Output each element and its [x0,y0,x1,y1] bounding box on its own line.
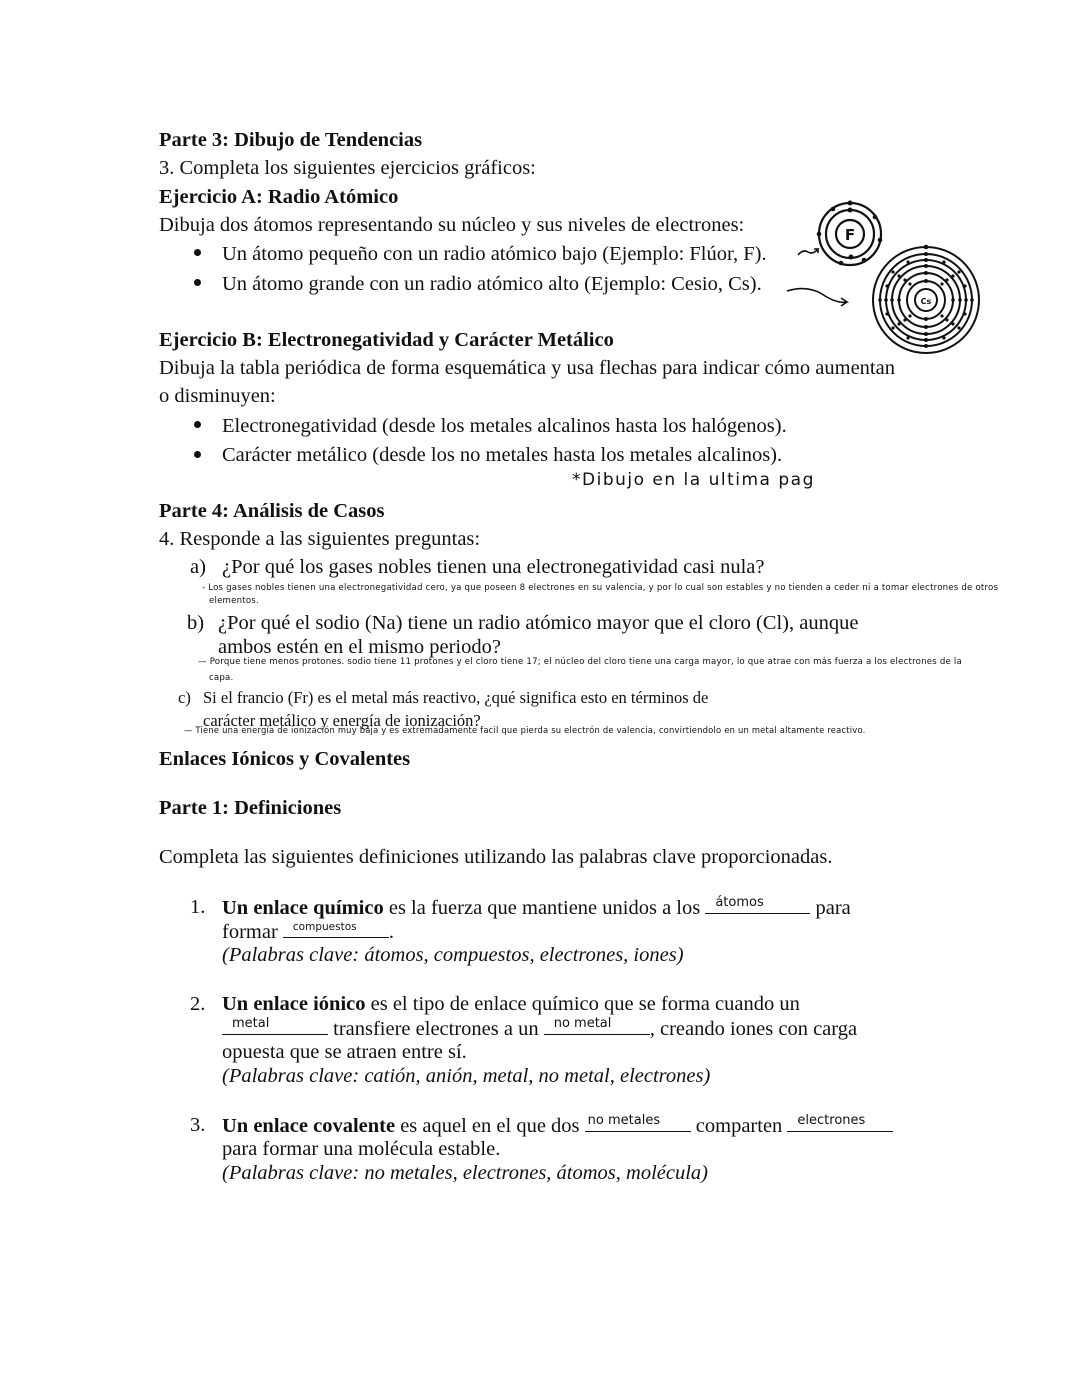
definition-2-line2 [222,1016,857,1041]
answer-c-line1: — Tiene una energía de ionización muy baja y es extremadamente facil que pierda su electrón de valencia, convirtiendolo en un metal altamente reactivo. [184,725,866,735]
definition-3-keywords: (Palabras clave: no metales, electrones, átomos, molécula) [222,1162,708,1184]
definition-3-term: Un enlace covalente [222,1115,396,1137]
question-c-text-line2: carácter metálico y energía de ionización? [203,711,481,730]
answer-b-line2: capa. [209,673,234,683]
definition-2-text: transfiere electrones a un [328,1018,544,1040]
exercise-b-title: Ejercicio B: Electronegatividad y Carácter Metálico [159,329,614,351]
question-b-text-line2: ambos estén en el mismo periodo? [218,636,501,658]
definition-3-text: es aquel en el que dos [395,1115,585,1137]
svg-text:Cs: Cs [920,297,932,306]
bullet-icon [194,421,201,428]
bonds-instruction: Completa las siguientes definiciones utilizando las palabras clave proporcionadas. [159,846,833,868]
definition-2-keywords: (Palabras clave: catión, anión, metal, no metal, electrones) [222,1065,711,1087]
exercise-b-prompt-line2: o disminuyen: [159,385,276,407]
definition-1-text: . [388,921,395,943]
definition-1-line2 [222,919,394,944]
blank-field-1a[interactable] [705,895,810,914]
answer-a-line1: - Los gases nobles tienen una electronegatividad cero, ya que poseen 8 electrones en su valencia, y por lo cual son estables y no tienden a ceder ni a tomar electrones de otros [202,583,999,593]
part3-title: Parte 3: Dibujo de Tendencias [159,129,423,151]
definition-1-text: formar [222,921,283,943]
part4-title: Parte 4: Análisis de Casos [159,500,385,522]
part4-instruction: 4. Responde a las siguientes preguntas: [159,528,481,550]
bonds-title: Enlaces Iónicos y Covalentes [159,748,411,770]
definition-1-text: para [810,897,851,919]
blank-answer: átomos [715,895,764,910]
blank-answer: no metal [553,1016,612,1031]
exercise-a-bullet-1: Un átomo pequeño con un radio atómico bajo (Ejemplo: Flúor, F). [222,243,767,265]
blank-field-2a[interactable] [222,1016,328,1035]
bullet-icon [194,279,201,286]
bullet-icon [194,249,201,256]
definition-2-line1 [222,992,800,1016]
blank-answer: electrones [797,1113,866,1128]
definition-1-text: es la fuerza que mantiene unidos a los [383,897,706,919]
blank-field-2b[interactable] [544,1016,650,1035]
answer-b-line1: — Porque tiene menos protones. sodio tiene 11 protones y el cloro tiene 17; el núcleo del cloro tiene una carga mayor, lo que atrae con más fuerza a los electrones de la [198,657,962,667]
definition-3-line1 [222,1113,893,1138]
question-c-marker: c) [178,688,191,707]
answer-a-line2: elementos. [209,596,259,606]
exercise-b-bullet-2: Carácter metálico (desde los no metales hasta los metales alcalinos). [222,444,783,466]
blank-field-1b[interactable] [283,919,389,938]
definition-2-line3: opuesta que se atraen entre sí. [222,1041,467,1063]
svg-text:F: F [844,226,856,244]
part3-instruction: 3. Completa los siguientes ejercicios gráficos: [159,157,536,179]
question-b-text-line1: ¿Por qué el sodio (Na) tiene un radio atómico mayor que el cloro (Cl), aunque [218,612,859,634]
arrow-icon [787,289,847,306]
exercise-b-bullet-1: Electronegatividad (desde los metales alcalinos hasta los halógenos). [222,415,787,437]
atom-drawings [780,190,1000,360]
definition-1-number: 1. [190,896,206,918]
question-c-text-line1: Si el francio (Fr) es el metal más reactivo, ¿qué significa esto en términos de [203,688,709,707]
blank-answer: metal [232,1016,270,1031]
definition-1-term: Un enlace químico [222,897,384,919]
blank-answer: compuestos [292,921,357,933]
bullet-icon [194,451,201,458]
exercise-a-bullet-2: Un átomo grande con un radio atómico alto (Ejemplo: Cesio, Cs). [222,273,762,295]
blank-field-3b[interactable] [787,1113,893,1132]
exercise-a-prompt: Dibuja dos átomos representando su núcleo y sus niveles de electrones: [159,214,745,236]
definition-2-term: Un enlace iónico [222,993,366,1015]
exercise-a-title: Ejercicio A: Radio Atómico [159,186,399,208]
exercise-b-prompt-line1: Dibuja la tabla periódica de forma esquemática y usa flechas para indicar cómo aumentan [159,357,895,379]
definition-3-text: comparten [690,1115,788,1137]
question-a-marker: a) [190,556,206,578]
fluorine-atom [817,201,883,266]
question-b-marker: b) [187,612,205,634]
handwritten-note: *Dibujo en la ultima pag [572,470,815,490]
blank-field-3a[interactable] [585,1113,691,1132]
blank-answer: no metales [587,1113,661,1128]
definition-3-line2: para formar una molécula estable. [222,1138,501,1160]
arrow-icon [798,249,818,255]
question-a-text: ¿Por qué los gases nobles tienen una electronegatividad casi nula? [222,556,765,578]
definition-2-number: 2. [190,993,206,1015]
definition-2-text: , creando iones con carga [649,1018,858,1040]
definition-2-text: es el tipo de enlace químico que se forma cuando un [365,993,800,1015]
definition-3-number: 3. [190,1114,206,1136]
bonds-part1-title: Parte 1: Definiciones [159,797,342,819]
definition-1-keywords: (Palabras clave: átomos, compuestos, electrones, iones) [222,944,684,966]
